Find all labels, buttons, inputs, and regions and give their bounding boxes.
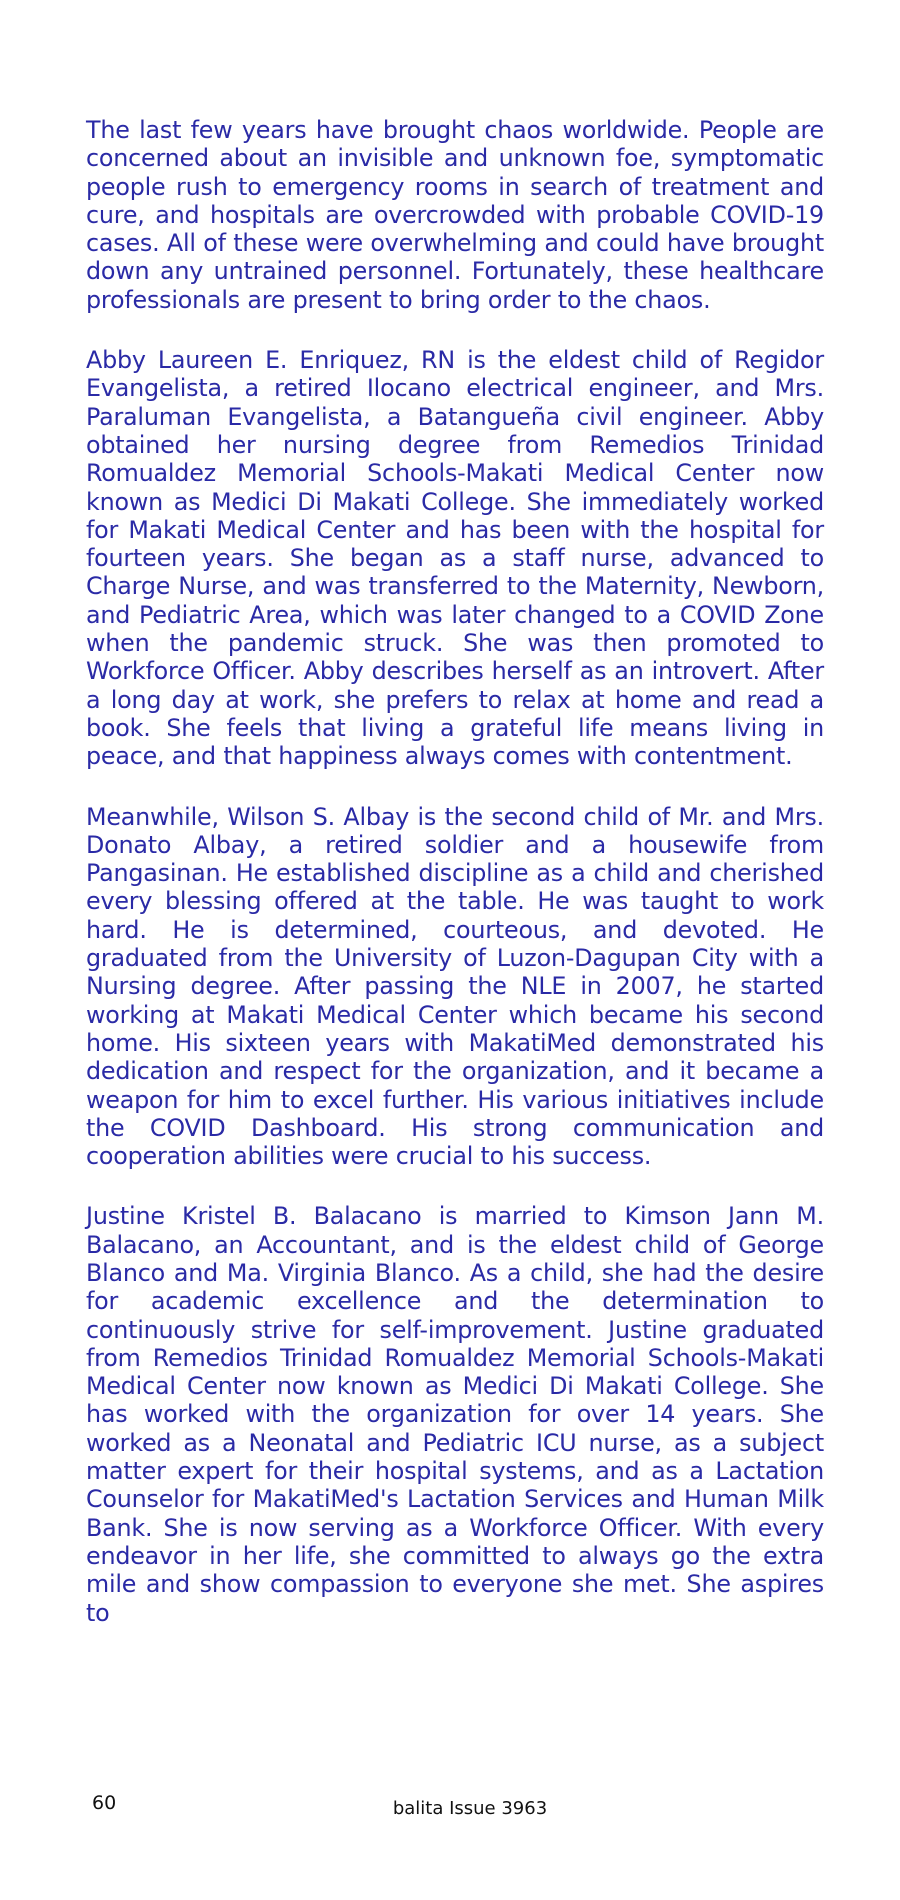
article-body	[86, 116, 824, 1659]
page-number: 60	[92, 1792, 117, 1814]
publication-footer: balita Issue 3963	[392, 1798, 548, 1819]
article-paragraph-intro: The last few years have brought chaos worldwide. People are concerned about an invisible and unknown foe, symptomatic people rush to emergency rooms in search of treatment and cure, and hospitals are overcrowded with probable COVID-19 cases. All of these were overwhelming and could have brought down any untrained personnel. Fortunately, these healthcare professionals are present to bring order to the chaos.	[86, 116, 824, 314]
article-paragraph-justine-balacano: Justine Kristel B. Balacano is married to Kimson Jann M. Balacano, an Accountant, and is the eldest child of George Blanco and Ma. Virginia Blanco. As a child, she had the desire for academic excellence and the determination to continuously strive for self-improvement. Justine graduated from Remedios Trinidad Romualdez Memorial Schools-Makati Medical Center now known as Medici Di Makati College. She has worked with the organization for over 14 years. She worked as a Neonatal and Pediatric ICU nurse, as a subject matter expert for their hospital systems, and as a Lactation Counselor for MakatiMed's Lactation Services and Human Milk Bank. She is now serving as a Workforce Officer. With every endeavor in her life, she committed to always go the extra mile and show compassion to everyone she met. She aspires to	[86, 1202, 824, 1627]
article-paragraph-abby-enriquez: Abby Laureen E. Enriquez, RN is the eldest child of Regidor Evangelista, a retired Ilocano electrical engineer, and Mrs. Paraluman Evangelista, a Batangueña civil engineer. Abby obtained her nursing degree from Remedios Trinidad Romualdez Memorial Schools-Makati Medical Center now known as Medici Di Makati College. She immediately worked for Makati Medical Center and has been with the hospital for fourteen years. She began as a staff nurse, advanced to Charge Nurse, and was transferred to the Maternity, Newborn, and Pediatric Area, which was later changed to a COVID Zone when the pandemic struck. She was then promoted to Workforce Officer. Abby describes herself as an introvert. After a long day at work, she prefers to relax at home and read a book. She feels that living a grateful life means living in peace, and that happiness always comes with contentment.	[86, 346, 824, 771]
article-paragraph-wilson-albay: Meanwhile, Wilson S. Albay is the second child of Mr. and Mrs. Donato Albay, a retired soldier and a housewife from Pangasinan. He established discipline as a child and cherished every blessing offered at the table. He was taught to work hard. He is determined, courteous, and devoted. He graduated from the University of Luzon-Dagupan City with a Nursing degree. After passing the NLE in 2007, he started working at Makati Medical Center which became his second home. His sixteen years with MakatiMed demonstrated his dedication and respect for the organization, and it became a weapon for him to excel further. His various initiatives include the COVID Dashboard. His strong communication and cooperation abilities were crucial to his success.	[86, 802, 824, 1171]
